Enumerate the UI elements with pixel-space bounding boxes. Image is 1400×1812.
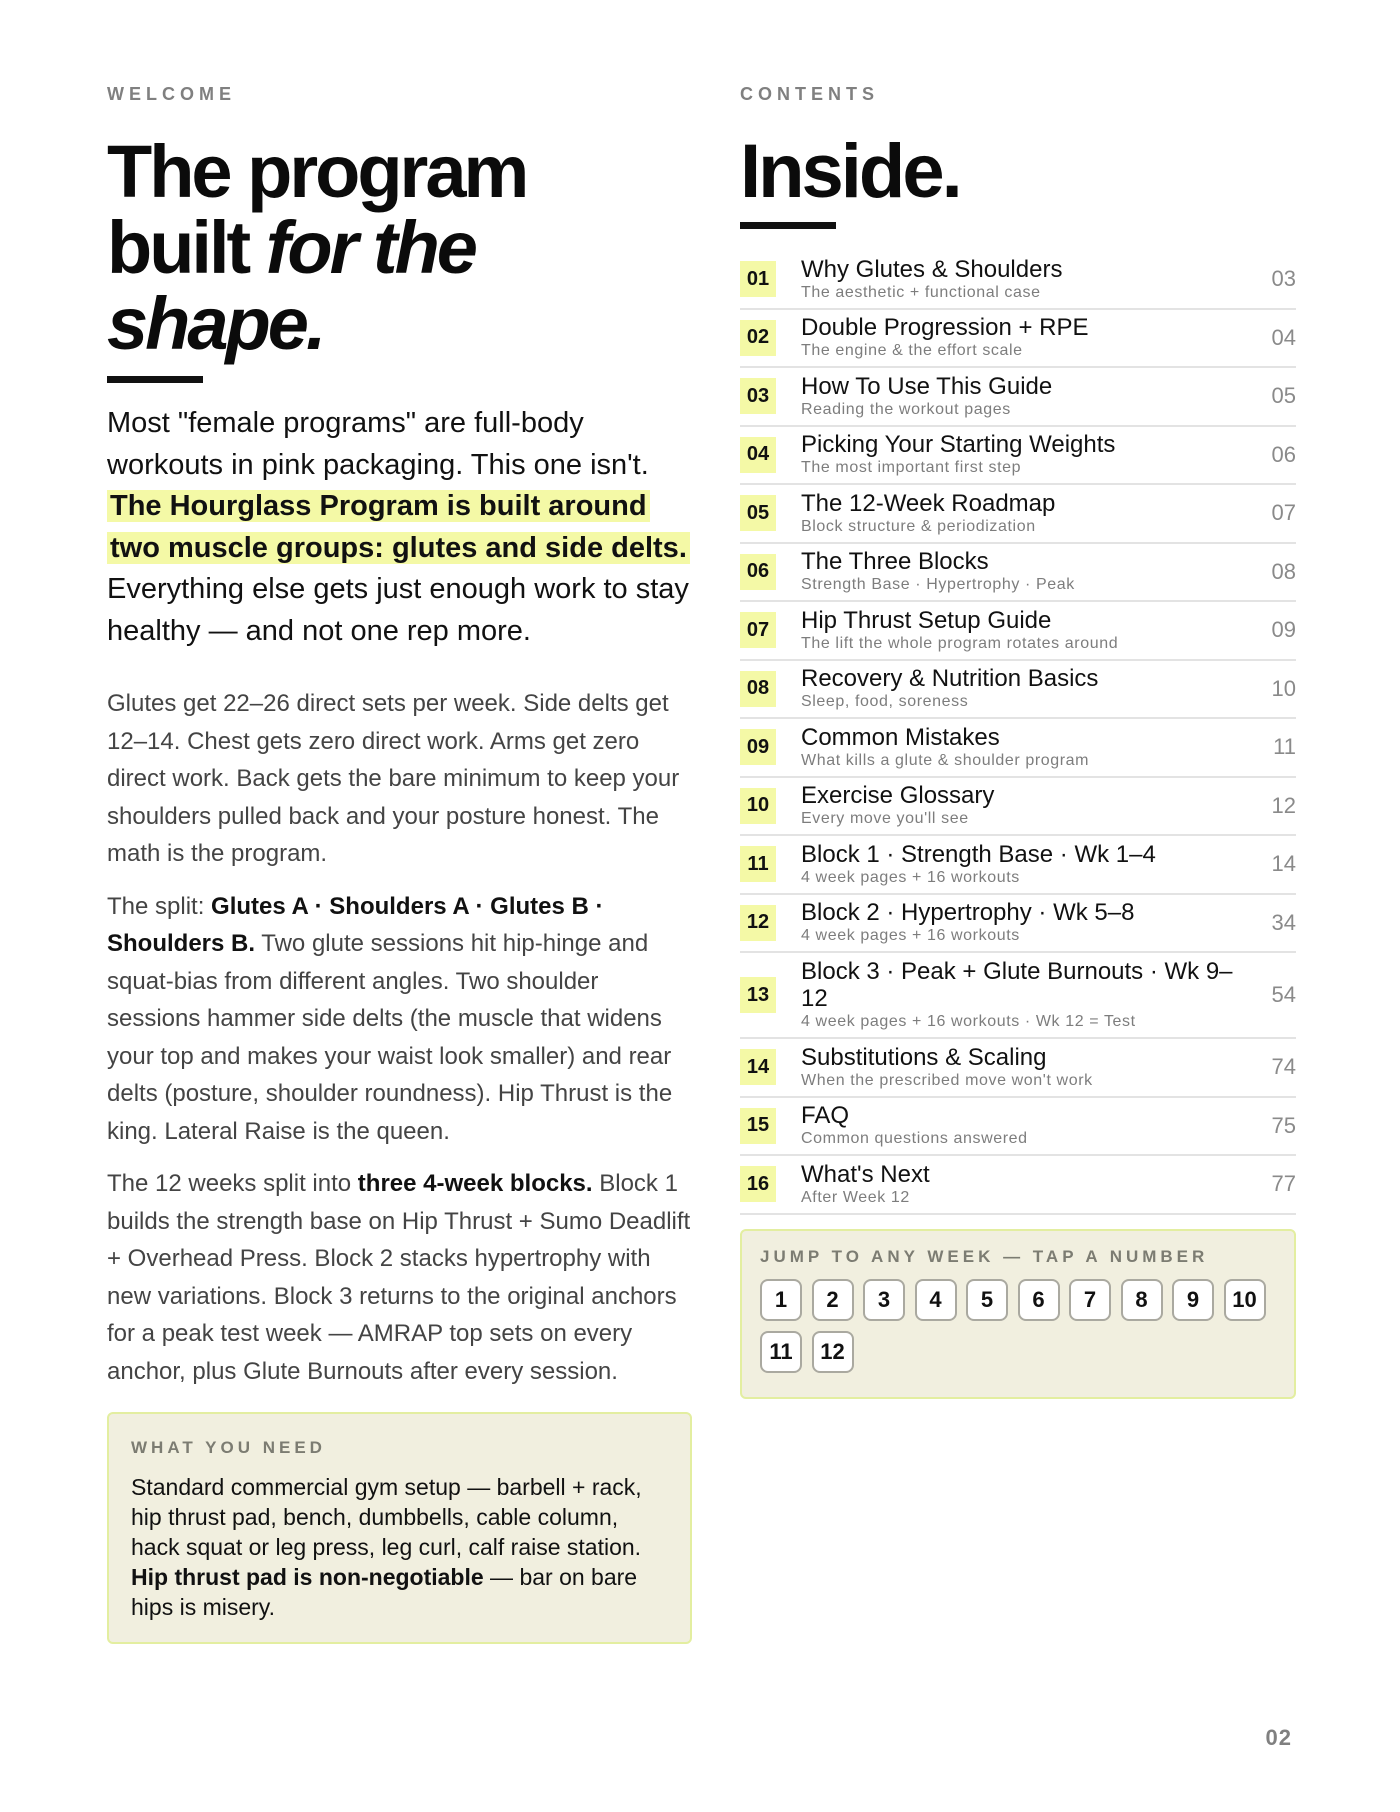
toc-number: 14: [740, 1049, 776, 1085]
toc-subtitle: Common questions answered: [801, 1130, 1028, 1148]
toc-text: [801, 256, 1236, 303]
toc-row[interactable]: [740, 602, 1296, 661]
body-paragraph-1: Glutes get 22–26 direct sets per week. Side delts get 12–14. Chest gets zero direct work. Arms get zero direct work. Back gets the bare minimum to keep your shoulders pulled back and your posture honest. The math is the program.: [107, 690, 680, 867]
table-of-contents: [740, 251, 1296, 1215]
toc-row[interactable]: [740, 1098, 1296, 1157]
toc-text: [801, 607, 1236, 654]
toc-title: How To Use This Guide: [801, 372, 1053, 400]
toc-subtitle: Every move you'll see: [801, 810, 969, 828]
toc-number: 10: [740, 788, 776, 824]
contents-title: Inside.: [740, 129, 960, 214]
toc-text: [801, 373, 1236, 420]
p2-text-a: The split:: [107, 892, 212, 920]
need-text-a: Standard commercial gym setup — barbell + rack, hip thrust pad, bench, dumbbells, cable column, hack squat or leg press, leg curl, calf raise station.: [131, 1474, 642, 1560]
toc-text: [801, 782, 1236, 829]
toc-number: 03: [740, 378, 776, 414]
toc-page: 08: [1271, 558, 1296, 584]
need-text-b: — bar on bare hips is misery.: [131, 1564, 638, 1620]
toc-number: 07: [740, 612, 776, 648]
toc-number: 08: [740, 671, 776, 707]
toc-subtitle: What kills a glute & shoulder program: [801, 751, 1090, 769]
page-title: [107, 130, 692, 365]
toc-text: [801, 958, 1236, 1032]
title-line-3: [107, 282, 692, 365]
toc-row[interactable]: [740, 251, 1296, 310]
toc-subtitle: The most important first step: [801, 459, 1022, 477]
week-chip-9[interactable]: 9: [1172, 1279, 1214, 1321]
lead-text-a: Most "female programs" are full-body workouts in pink packaging. This one isn't.: [107, 407, 649, 481]
title-line-3-italic: shape.: [107, 282, 324, 365]
week-chip-11[interactable]: 11: [760, 1331, 802, 1373]
toc-title: Double Progression + RPE: [801, 314, 1089, 342]
lead-text-b: Everything else gets just enough work to stay healthy — and not one rep more.: [107, 573, 689, 647]
toc-title: Block 2 · Hypertrophy · Wk 5–8: [801, 899, 1135, 927]
toc-title: The 12-Week Roadmap: [801, 489, 1056, 517]
toc-row[interactable]: [740, 836, 1296, 895]
need-bold: Hip thrust pad is non-negotiable: [131, 1564, 484, 1590]
week-chip-12[interactable]: 12: [812, 1331, 854, 1373]
page-number: 02: [1265, 1725, 1292, 1750]
toc-number: 13: [740, 977, 776, 1013]
toc-title: Common Mistakes: [801, 723, 1000, 751]
toc-subtitle: Strength Base · Hypertrophy · Peak: [801, 576, 1075, 594]
jump-to-week-box: [740, 1229, 1296, 1399]
toc-text: [801, 841, 1236, 888]
week-chip-10[interactable]: 10: [1224, 1279, 1266, 1321]
toc-text: [801, 665, 1236, 712]
what-you-need-caption: WHAT YOU NEED: [131, 1438, 326, 1457]
welcome-column: [107, 84, 692, 1644]
week-chip-4[interactable]: 4: [915, 1279, 957, 1321]
toc-row[interactable]: [740, 1156, 1296, 1215]
p3-text-a: The 12 weeks split into: [107, 1170, 358, 1197]
week-chip-1[interactable]: 1: [760, 1279, 802, 1321]
toc-title: The Three Blocks: [801, 548, 989, 576]
toc-row[interactable]: [740, 719, 1296, 778]
toc-row[interactable]: [740, 485, 1296, 544]
toc-page: 34: [1271, 909, 1296, 935]
body-text: [107, 685, 692, 1390]
toc-page: 11: [1273, 734, 1296, 760]
p3-text-b: Block 1 builds the strength base on Hip Thrust + Sumo Deadlift + Overhead Press. Block 2 stacks hypertrophy with new variations. Block 3 returns to the original anchors for a peak test week — AMRAP top sets on every anchor, plus Glute Burnouts after every session.: [107, 1170, 691, 1385]
toc-text: [801, 548, 1236, 595]
toc-number: 15: [740, 1108, 776, 1144]
toc-number: 09: [740, 729, 776, 765]
toc-title: Hip Thrust Setup Guide: [801, 606, 1052, 634]
toc-title: Exercise Glossary: [801, 782, 995, 810]
welcome-eyebrow: WELCOME: [107, 84, 236, 104]
toc-page: 10: [1271, 675, 1296, 701]
toc-row[interactable]: [740, 1039, 1296, 1098]
toc-row[interactable]: [740, 368, 1296, 427]
toc-number: 04: [740, 437, 776, 473]
toc-subtitle: Reading the workout pages: [801, 400, 1011, 418]
toc-row[interactable]: [740, 778, 1296, 837]
toc-subtitle: Block structure & periodization: [801, 517, 1036, 535]
toc-title: Picking Your Starting Weights: [801, 431, 1116, 459]
toc-title: Substitutions & Scaling: [801, 1043, 1047, 1071]
toc-row[interactable]: [740, 895, 1296, 954]
toc-text: [801, 490, 1236, 537]
week-chip-3[interactable]: 3: [863, 1279, 905, 1321]
body-paragraph-2: [107, 888, 692, 1151]
toc-text: [801, 1161, 1236, 1208]
week-chip-2[interactable]: 2: [812, 1279, 854, 1321]
toc-page: 07: [1271, 500, 1296, 526]
toc-text: [801, 1044, 1236, 1091]
toc-subtitle: After Week 12: [801, 1188, 910, 1206]
toc-subtitle: Sleep, food, soreness: [801, 693, 969, 711]
toc-row[interactable]: [740, 544, 1296, 603]
toc-page: 14: [1271, 851, 1296, 877]
toc-title: What's Next: [801, 1160, 930, 1188]
toc-subtitle: The engine & the effort scale: [801, 342, 1023, 360]
title-line-2-a: built: [107, 206, 266, 289]
title-line-2-italic: for the: [265, 206, 475, 289]
toc-row[interactable]: [740, 661, 1296, 720]
toc-text: [801, 314, 1236, 361]
toc-row[interactable]: [740, 310, 1296, 369]
toc-subtitle: The aesthetic + functional case: [801, 283, 1041, 301]
week-chip-6[interactable]: 6: [1018, 1279, 1060, 1321]
toc-text: [801, 1102, 1236, 1149]
week-chip-5[interactable]: 5: [966, 1279, 1008, 1321]
toc-row[interactable]: [740, 953, 1296, 1039]
toc-subtitle: 4 week pages + 16 workouts: [801, 927, 1020, 945]
toc-title: Recovery & Nutrition Basics: [801, 665, 1099, 693]
p2-bold: Glutes A · Shoulders A · Glutes B · Shoulders B.: [107, 892, 604, 957]
lead-paragraph: [107, 403, 692, 652]
toc-subtitle: The lift the whole program rotates around: [801, 634, 1119, 652]
toc-page: 12: [1271, 792, 1296, 818]
toc-title: FAQ: [801, 1102, 850, 1130]
jump-caption: JUMP TO ANY WEEK — TAP A NUMBER: [760, 1246, 1209, 1266]
body-paragraph-3: [107, 1165, 692, 1390]
title-rule: [107, 376, 203, 383]
toc-page: 75: [1271, 1112, 1296, 1138]
toc-text: [801, 431, 1236, 478]
toc-number: 12: [740, 905, 776, 941]
toc-page: 06: [1271, 441, 1296, 467]
toc-subtitle: 4 week pages + 16 workouts · Wk 12 = Test: [801, 1013, 1136, 1030]
toc-text: [801, 724, 1236, 771]
toc-page: 77: [1271, 1171, 1296, 1197]
toc-page: 74: [1271, 1054, 1296, 1080]
toc-subtitle: When the prescribed move won't work: [801, 1071, 1093, 1089]
week-chip-8[interactable]: 8: [1121, 1279, 1163, 1321]
week-chips: [760, 1279, 1280, 1383]
what-you-need-box: [107, 1412, 692, 1644]
p3-bold: three 4-week blocks.: [357, 1170, 593, 1197]
toc-title: Why Glutes & Shoulders: [801, 255, 1063, 283]
what-you-need-text: [131, 1472, 668, 1622]
title-line-2: [107, 206, 692, 289]
toc-number: 06: [740, 554, 776, 590]
toc-title: Block 1 · Strength Base · Wk 1–4: [801, 840, 1156, 868]
toc-page: 03: [1271, 266, 1296, 292]
week-chip-7[interactable]: 7: [1069, 1279, 1111, 1321]
title-line-1: The program: [107, 130, 527, 213]
toc-subtitle: 4 week pages + 16 workouts: [801, 868, 1020, 886]
toc-text: [801, 899, 1236, 946]
lead-highlight: The Hourglass Program is built around two muscle groups: glutes and side delts.: [107, 490, 690, 564]
contents-column: [740, 84, 1296, 1399]
toc-number: 05: [740, 495, 776, 531]
contents-rule: [740, 222, 836, 229]
toc-page: 54: [1271, 982, 1296, 1007]
toc-number: 11: [740, 846, 776, 882]
toc-title: Block 3 · Peak + Glute Burnouts · Wk 9–12: [801, 958, 1233, 1012]
toc-page: 09: [1271, 617, 1296, 643]
toc-page: 05: [1271, 383, 1296, 409]
toc-row[interactable]: [740, 427, 1296, 486]
toc-number: 16: [740, 1166, 776, 1202]
toc-page: 04: [1271, 324, 1296, 350]
p2-text-b: Two glute sessions hit hip-hinge and squat-bias from different angles. Two shoulder sessions hammer side delts (the muscle that widens your top and makes your waist look smaller) and rear delts (posture, shoulder roundness). Hip Thrust is the king. Lateral Raise is the queen.: [107, 930, 673, 1145]
toc-number: 02: [740, 320, 776, 356]
toc-number: 01: [740, 261, 776, 297]
contents-eyebrow: CONTENTS: [740, 84, 879, 104]
